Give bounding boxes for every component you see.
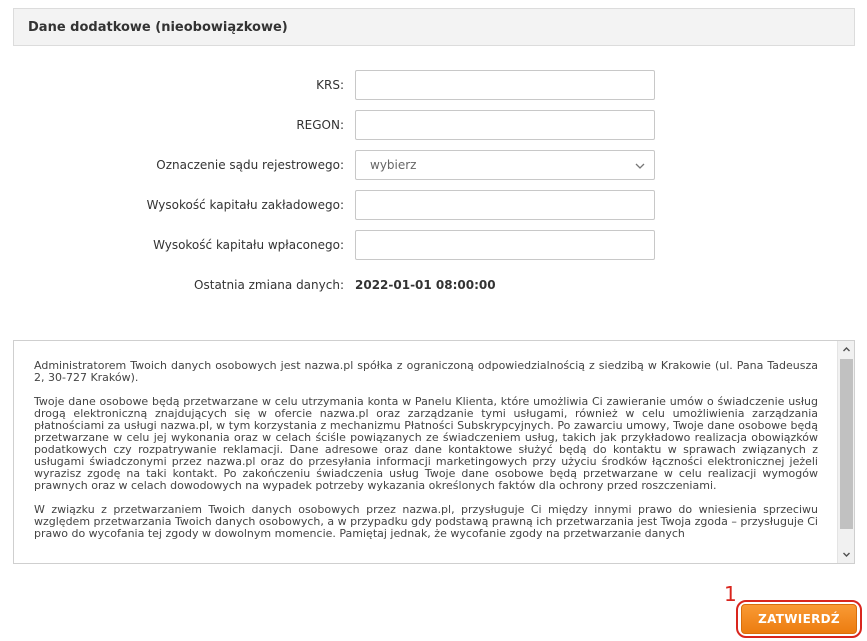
consent-paragraph: Twoje dane osobowe będą przetwarzane w celu utrzymania konta w Panelu Klienta, które umożliwia Ci zawieranie umów o świadczenie usług drogą elektroniczną znajdujących się w ofercie nazwa.pl oraz zarządzanie tymi usługami, również w celu umożliwienia zarządzania płatnościami za usługi nazwa.pl, w tym korzystania z mechanizmu Płatności Subskrypcyjnych. Po zawarciu umowy, Twoje dane osobowe będą przetwarzane w celu jej wykonania oraz w celach ściśle powiązanych ze świadczeniem usług, takich jak przykładowo realizacja obowiązków podatkowych czy rozpatrywanie reklamacji. Dane adresowe oraz dane kontaktowe służyć będą do kontaktu w sprawach związanych z usługami świadczonymi przez nazwa.pl oraz do przesyłania informacji marketingowych przy użyciu środków łączności elektronicznej jeżeli wyrazisz zgodę na taki kontakt. Po zakończeniu świadczenia usług Twoje dane osobowe będą przetwarzane w celu realizacji wymogów prawnych oraz w celach dowodowych na wypadek potrzeby wykazania określonych faktów dla ochrony przed roszczeniami. (34, 395, 818, 492)
krs-input[interactable] (355, 70, 655, 100)
scroll-thumb[interactable] (840, 359, 853, 529)
share-capital-label: Wysokość kapitału zakładowego: (146, 198, 344, 212)
paid-capital-label: Wysokość kapitału wpłaconego: (153, 238, 344, 252)
scroll-up-icon[interactable] (838, 341, 855, 358)
chevron-down-icon (634, 160, 646, 172)
confirm-button[interactable]: ZATWIERDŹ (741, 604, 857, 634)
paid-capital-input[interactable] (355, 230, 655, 260)
share-capital-input[interactable] (355, 190, 655, 220)
court-label: Oznaczenie sądu rejestrowego: (156, 158, 344, 172)
consent-paragraph: Administratorem Twoich danych osobowych jest nazwa.pl spółka z ograniczoną odpowiedzialnością z siedzibą w Krakowie (ul. Pana Tadeusza 2, 30-727 Kraków). (34, 359, 818, 384)
krs-label: KRS: (316, 78, 344, 92)
court-select-value: wybierz (370, 158, 417, 172)
consent-text (34, 360, 818, 552)
last-change-label: Ostatnia zmiana danych: (194, 278, 344, 292)
section-title: Dane dodatkowe (nieobowiązkowe) (28, 19, 288, 35)
court-select[interactable] (355, 150, 655, 180)
step-number-annotation: 1 (724, 582, 737, 606)
regon-input[interactable] (355, 110, 655, 140)
share-capital-row (0, 190, 867, 220)
paid-capital-row (0, 230, 867, 260)
court-row (0, 150, 867, 180)
last-change-value: 2022-01-01 08:00:00 (355, 278, 496, 292)
last-change-row (0, 270, 867, 300)
section-header (13, 8, 855, 46)
consent-text-box[interactable] (13, 340, 855, 564)
regon-row (0, 110, 867, 140)
consent-paragraph: W związku z przetwarzaniem Twoich danych osobowych przez nazwa.pl, przysługuje Ci między innymi prawo do wniesienia sprzeciwu względem przetwarzania Twoich danych osobowych, a w przypadku gdy podstawą prawną ich przetwarzania jest Twoja zgoda – przysługuje Ci prawo do wycofania tej zgody w dowolnym momencie. Pamiętaj jednak, że wycofanie zgody na przetwarzanie danych (34, 503, 818, 540)
regon-label: REGON: (296, 118, 344, 132)
scrollbar[interactable] (837, 341, 854, 563)
krs-row (0, 70, 867, 100)
scroll-down-icon[interactable] (838, 546, 855, 563)
